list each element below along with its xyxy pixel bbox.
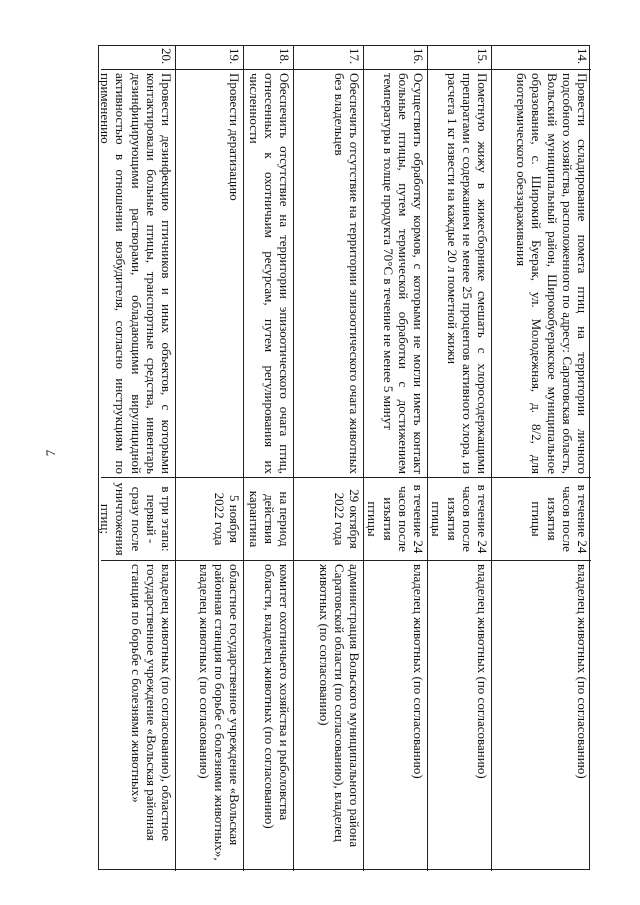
row-action: Осуществить обработку кормов, с которыми не могли иметь контакт больные птицы, путем термической обработки с достижением температуры в толще продукта 70°С в течение не менее 5 минут <box>364 70 427 478</box>
table-row <box>175 46 243 871</box>
row-term: в течение 24 часов после изъятия птицы <box>492 478 591 561</box>
row-term: в три этапа: первый - сразу после уничтожения птиц; <box>101 478 175 561</box>
row-action: Провести дератизацию <box>176 70 243 478</box>
row-responsible: владелец животных (по согласованию) <box>411 564 426 779</box>
row-action: Пометную жижу в жижесборнике смешать с хлоросодержащими препаратами с содержанием не менее 25 процентов активного хлора, из расчета 1 кг извести на каждые 20 л пометной жижи <box>428 70 491 478</box>
row-responsible: комитет охотничьего хозяйства и рыболовства области, владелец животных (по согласованию) <box>261 564 292 829</box>
row-number: 17. <box>294 46 363 70</box>
row-action: Провести складирование помета птиц на территории личного подсобного хозяйства, расположенного по адресу: Саратовская область, Вольский муниципальный район, Широкобуеракское муниципальное образование, с. Широкий Буерак, ул. Молодежная, д. 8/2, для биотермического обеззараживания <box>492 70 591 478</box>
row-responsible: владелец животных (по согласованию) <box>575 564 590 779</box>
measures-table-rotated <box>99 46 591 871</box>
table-row <box>293 46 363 871</box>
row-action: Обеспечить отсутствие на территории эпизоотического очага животных без владельцев <box>294 70 363 478</box>
row-term: в течение 24 часов после изъятия птицы <box>364 478 427 561</box>
row-action: Провести дезинфекцию птичников и иных объектов, с которыми контактировали больные птицы, транспортные средства, инвентарь дезинфицирующими растворами, обладающими вирулицидной активностью в отношении возбудителя, согласно инструкциям по применению <box>101 70 175 478</box>
page-number: 7 <box>43 449 58 457</box>
row-term: на период действия карантина <box>244 478 293 561</box>
row-number: 15. <box>428 46 491 70</box>
row-term: 29 октября 2022 года <box>294 478 363 561</box>
table-row <box>243 46 293 871</box>
table-row <box>491 46 591 871</box>
table-row <box>363 46 427 871</box>
row-action: Обеспечить отсутствие на территории эпизоотического очага птиц, отнесенных к охотничьим ресурсам, путем регулирования их численности <box>244 70 293 478</box>
row-number: 20. <box>101 46 175 70</box>
measures-table <box>98 45 590 870</box>
table-row <box>98 46 175 871</box>
row-number: 16. <box>364 46 427 70</box>
row-responsible: владелец животных (по согласованию) <box>475 564 490 779</box>
row-number: 14. <box>492 46 591 70</box>
row-number: 19. <box>176 46 243 70</box>
row-term: в течение 24 часов после изъятия птицы <box>428 478 491 561</box>
row-responsible: администрация Вольского муниципального района Саратовской области (по согласованию), владелец животных (по согласованию) <box>316 564 362 848</box>
row-term: 5 ноября 2022 года <box>176 478 243 561</box>
row-responsible: областное государственное учреждение «Вольская районная станция по борьбе с болезнями животных», владелец животных (по согласованию) <box>196 564 242 861</box>
row-responsible: владелец животных (по согласованию), областное государственное учреждение «Вольская районная станция по борьбе с болезнями животных» <box>128 564 174 842</box>
row-number: 18. <box>244 46 293 70</box>
table-row <box>427 46 491 871</box>
